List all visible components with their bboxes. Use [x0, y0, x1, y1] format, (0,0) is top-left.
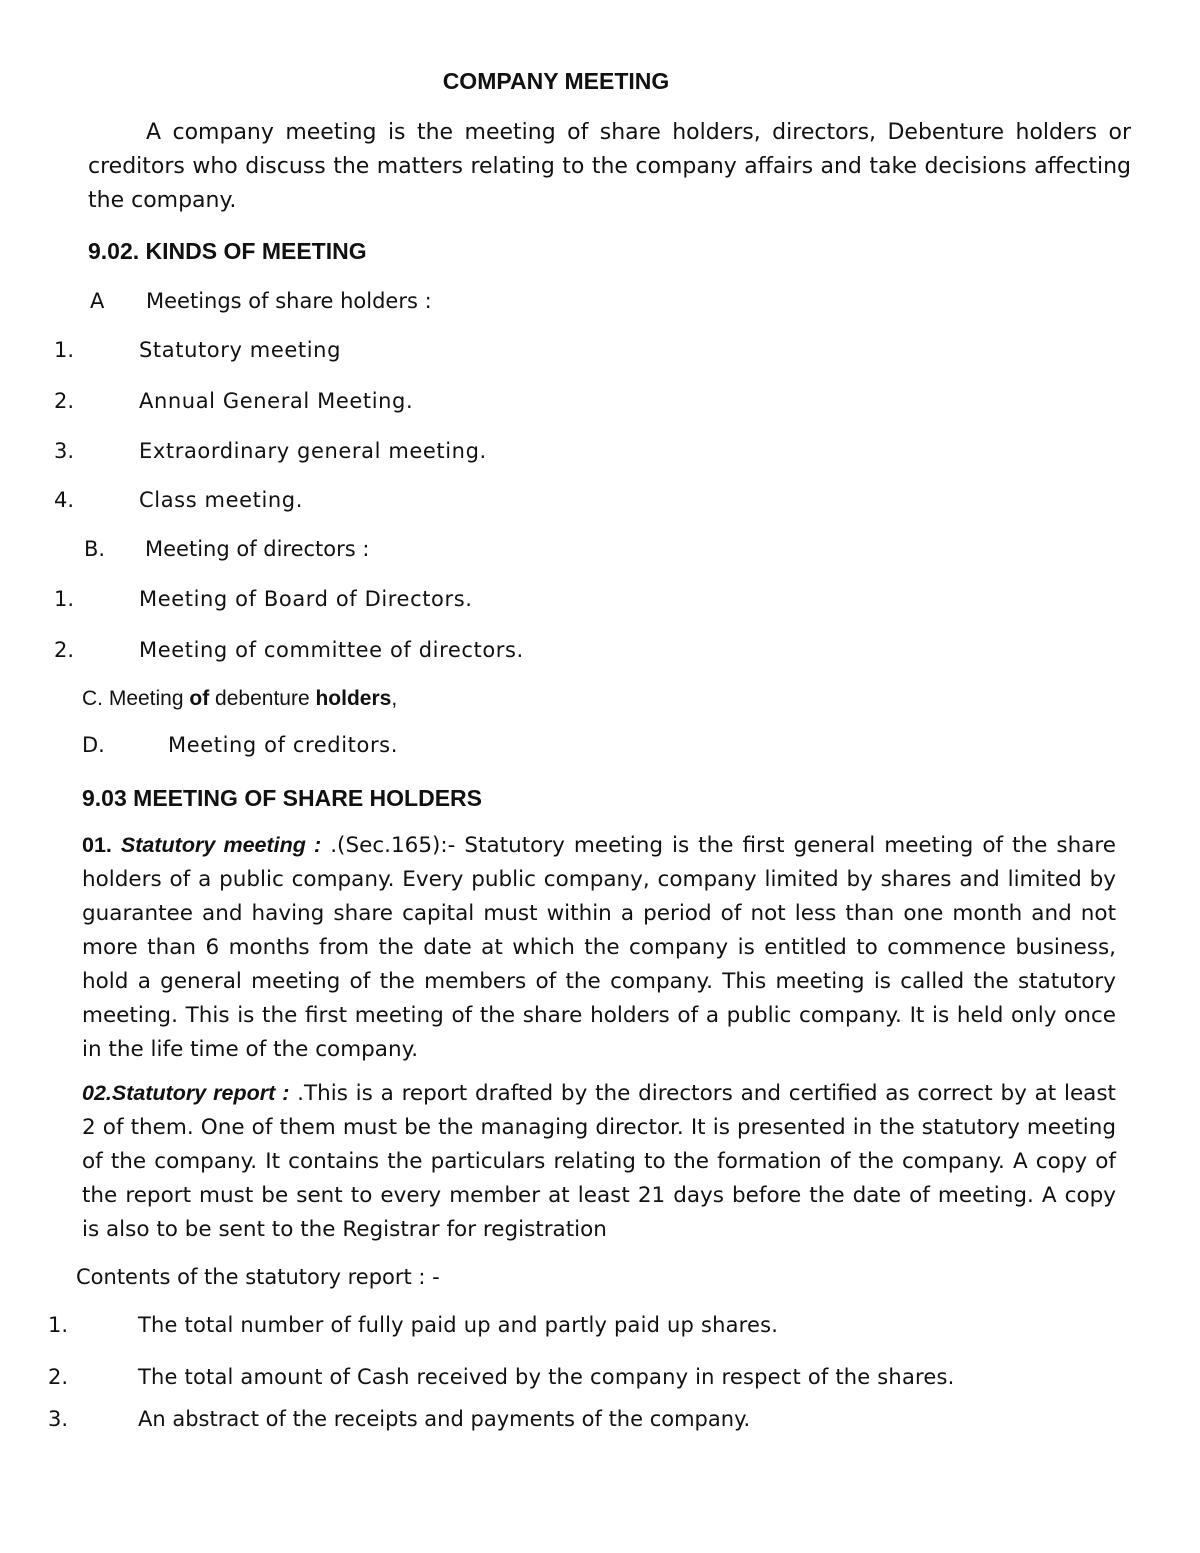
list-number: 2.: [54, 389, 75, 413]
group-c-holders: holders: [315, 687, 392, 710]
page-title: COMPANY MEETING: [442, 68, 670, 94]
list-item: Meeting of Board of Directors.: [139, 587, 473, 611]
group-c-prefix: C. Meeting: [82, 687, 190, 710]
list-number: 1.: [54, 587, 75, 611]
statutory-report-paragraph: [82, 1076, 1116, 1247]
statutory-meeting-text: .(Sec.165):- Statutory meeting is the first general meeting of the share holders of a public company. Every public company, company limited by shares and limited by guarantee and having share capital must within a period of not less than one month and not more than 6 months from the date at which the company is entitled to commence business, hold a general meeting of the members of the company. This meeting is called the statutory meeting. This is the first meeting of the share holders of a public company. It is held only once in the life time of the company.: [82, 833, 1116, 1062]
group-b-label: Meeting of directors :: [145, 537, 370, 561]
list-number: 1.: [54, 338, 75, 362]
group-c-line: [82, 687, 397, 711]
group-a-label: Meetings of share holders :: [146, 289, 432, 313]
list-item: The total number of fully paid up and partly paid up shares.: [138, 1313, 779, 1337]
contents-label: Contents of the statutory report : -: [76, 1265, 440, 1289]
section-heading-shareholders: 9.03 MEETING OF SHARE HOLDERS: [82, 785, 483, 811]
statutory-meeting-term: Statutory meeting :: [120, 833, 322, 857]
list-item: Annual General Meeting.: [139, 389, 414, 413]
list-item: Statutory meeting: [139, 338, 341, 362]
list-number: 3.: [54, 439, 75, 463]
list-number: 4.: [54, 488, 75, 512]
group-a-letter: A: [90, 289, 105, 313]
group-c-suffix: ,: [391, 687, 398, 710]
section-heading-kinds: 9.02. KINDS OF MEETING: [88, 238, 367, 264]
group-d-letter: D.: [82, 733, 105, 757]
list-item: Extraordinary general meeting.: [139, 439, 487, 463]
statutory-meeting-num: 01.: [82, 833, 112, 857]
list-number: 2.: [48, 1365, 69, 1389]
list-item: Meeting of committee of directors.: [139, 638, 524, 662]
statutory-report-text: .This is a report drafted by the directors and certified as correct by at least 2 of them. One of them must be the managing director. It is presented in the statutory meeting of the company. It contains the particulars relating to the formation of the company. A copy of the report must be sent to every member at least 21 days before the date of meeting. A copy is also to be sent to the Registrar for registration: [82, 1081, 1116, 1242]
group-b-letter: B.: [84, 537, 106, 561]
list-number: 1.: [48, 1313, 69, 1337]
list-item: An abstract of the receipts and payments of the company.: [138, 1407, 751, 1431]
list-number: 2.: [54, 638, 75, 662]
statutory-meeting-paragraph: [82, 828, 1116, 1067]
list-item: The total amount of Cash received by the company in respect of the shares.: [138, 1365, 955, 1389]
list-number: 3.: [48, 1407, 69, 1431]
group-c-of: of: [189, 687, 210, 710]
list-item: Class meeting.: [139, 488, 304, 512]
intro-paragraph: A company meeting is the meeting of share holders, directors, Debenture holders or creditors who discuss the matters relating to the company affairs and take decisions affecting the company.: [88, 120, 1131, 213]
group-c-middle: debenture: [209, 687, 316, 710]
statutory-report-term: Statutory report :: [111, 1081, 290, 1105]
statutory-report-num: 02.: [82, 1081, 112, 1105]
group-d-label: Meeting of creditors.: [168, 733, 398, 757]
